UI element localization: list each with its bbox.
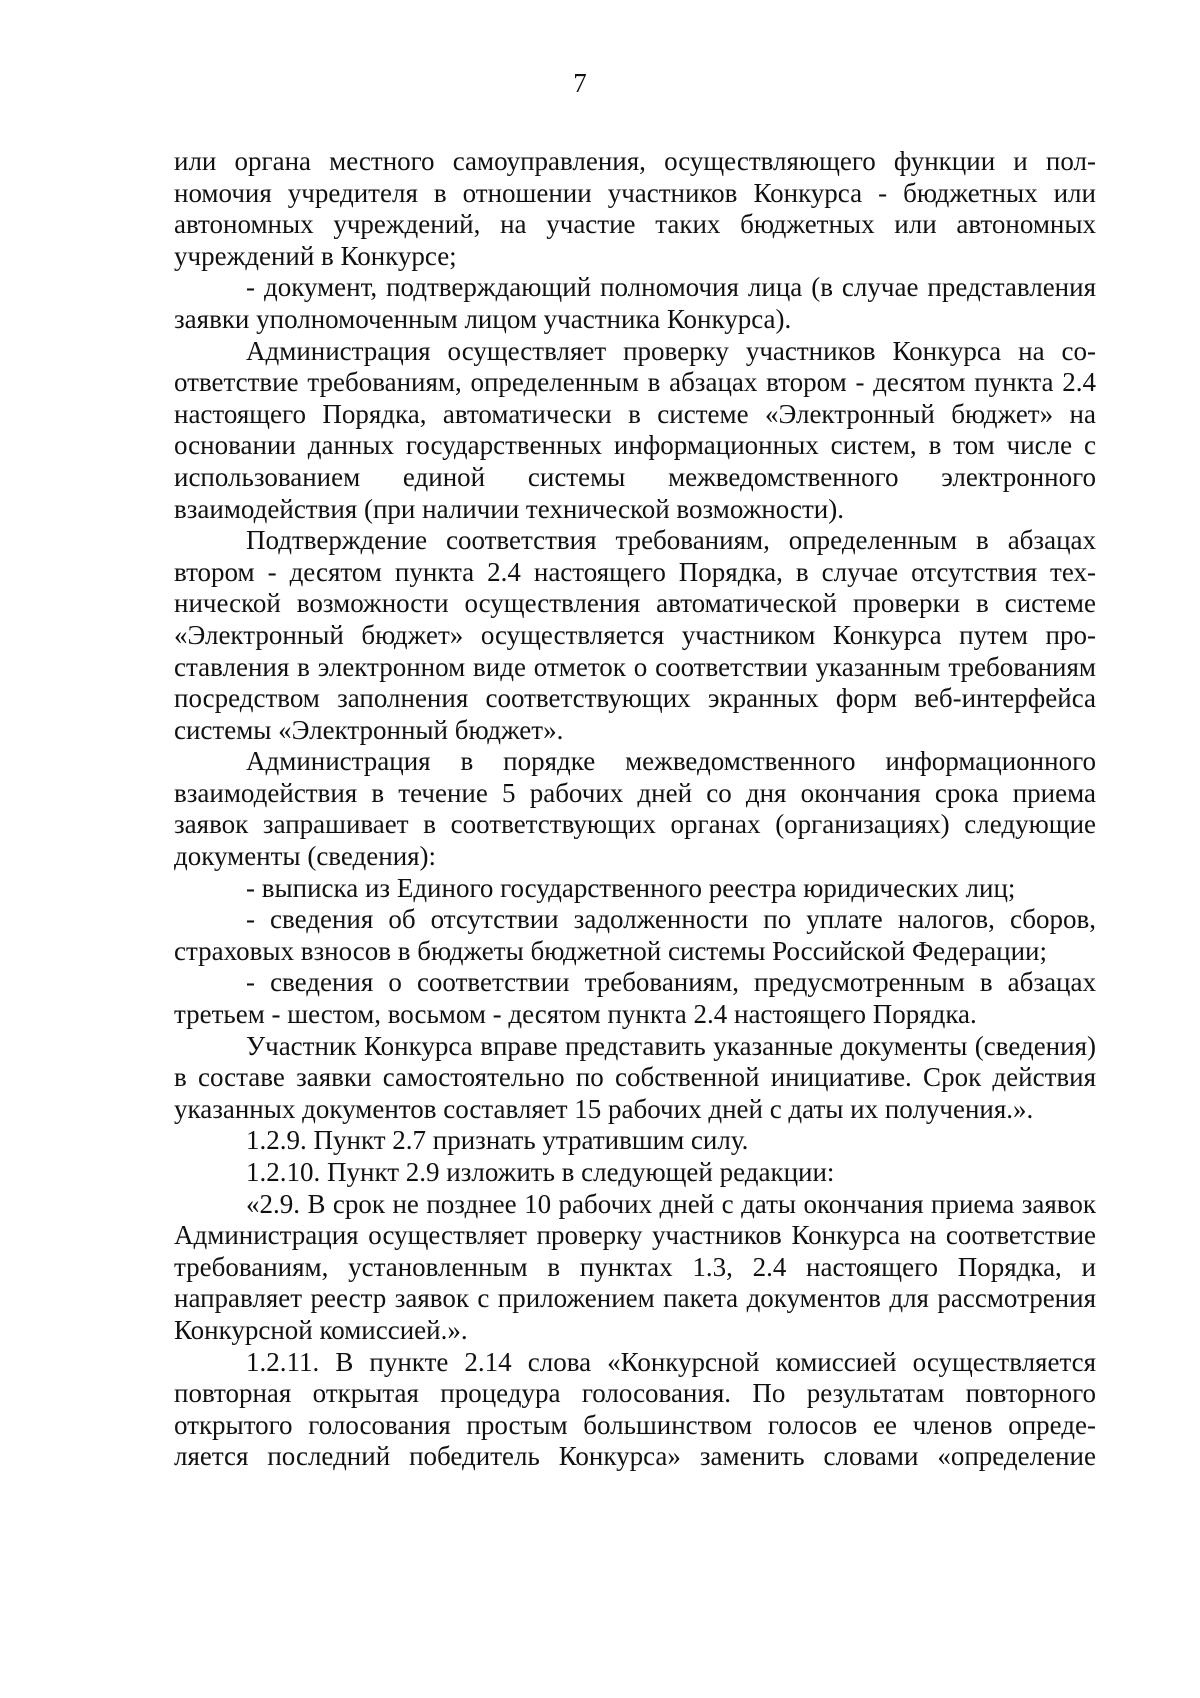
document-body [174, 146, 1096, 1473]
clause-2-9-text: «2.9. В срок не позднее 10 рабочих дней с даты окончания приема заявок Администрация осуществляет проверку участников Конкурса на соответствие требованиям, установленным в пунктах 1.3, 2.4 настоящего Порядка, и направляет реестр заявок с приложением пакета документов для рассмотрения Конкурсной комиссией.». [174, 1188, 1096, 1345]
list-item-requirements-compliance: - сведения о соответствии требованиям, предусмотренным в абзацах третьем - шестом, восьмом - десятом пункта 2.4 настоящего Порядка. [174, 967, 1096, 1030]
list-item-egrul-extract: - выписка из Единого государственного реестра юридических лиц; [246, 872, 1016, 903]
list-item-no-debt: - сведения об отсутствии задолженности по уплате налогов, сборов, страховых взносов в бюджеты бюджетной системы Российской Федерации; [174, 904, 1096, 966]
paragraph-administration-check: Администрация осуществляет проверку участников Конкурса на соответствие требованиям, определенным в абзацах втором - десятом пункта 2.4 настоящего Порядка, автоматически в системе «Электронный бюджет» на основании данных государственных информационных систем, в том числе с использованием единой системы межведомственного электронного взаимодействия (при наличии технической возможности). [174, 335, 1096, 524]
paragraph-confirmation: Подтверждение соответствия требованиям, определенным в абзацах втором - десятом пункта 2.4 настоящего Порядка, в случае отсутствия технической возможности осуществления автоматической проверки в системе «Электронный бюджет» осуществляется участником Конкурса путем проставления в электронном виде отметок о соответствии указанным требованиям посредством заполнения соответствующих экранных форм веб-интерфейса системы «Электронный бюджет». [174, 525, 1096, 745]
clause-1-2-9: 1.2.9. Пункт 2.7 признать утратившим силу. [246, 1125, 749, 1156]
paragraph-continuation: или органа местного самоуправления, осуществляющего функции и полномочия учредителя в отношении участников Конкурса - бюджетных или автономных учреждений, на участие таких бюджетных или автономных учреждений в Конкурсе; [174, 146, 1096, 271]
clause-1-2-10: 1.2.10. Пункт 2.9 изложить в следующей редакции: [246, 1157, 835, 1187]
page-number: 7 [573, 68, 587, 98]
paragraph-interagency-request: Администрация в порядке межведомственного информационного взаимодействия в течение 5 рабочих дней со дня окончания срока приема заявок запрашивает в соответствующих органах (организациях) следующие документы (сведения): [174, 746, 1096, 872]
clause-1-2-11: 1.2.11. В пункте 2.14 слова «Конкурсной комиссией осуществляется повторная открытая процедура голосования. По результатам повторного открытого голосования простым большинством голосов ее членов определяется последний победитель Конкурса» заменить словами «определение [174, 1346, 1096, 1472]
paragraph-authority-document: - документ, подтверждающий полномочия лица (в случае представления заявки уполномоченным лицом участника Конкурса). [174, 272, 1096, 334]
paragraph-participant-right: Участник Конкурса вправе представить указанные документы (сведения) в составе заявки самостоятельно по собственной инициативе. Срок действия указанных документов составляет 15 рабочих дней с даты их получения.». [174, 1030, 1096, 1124]
